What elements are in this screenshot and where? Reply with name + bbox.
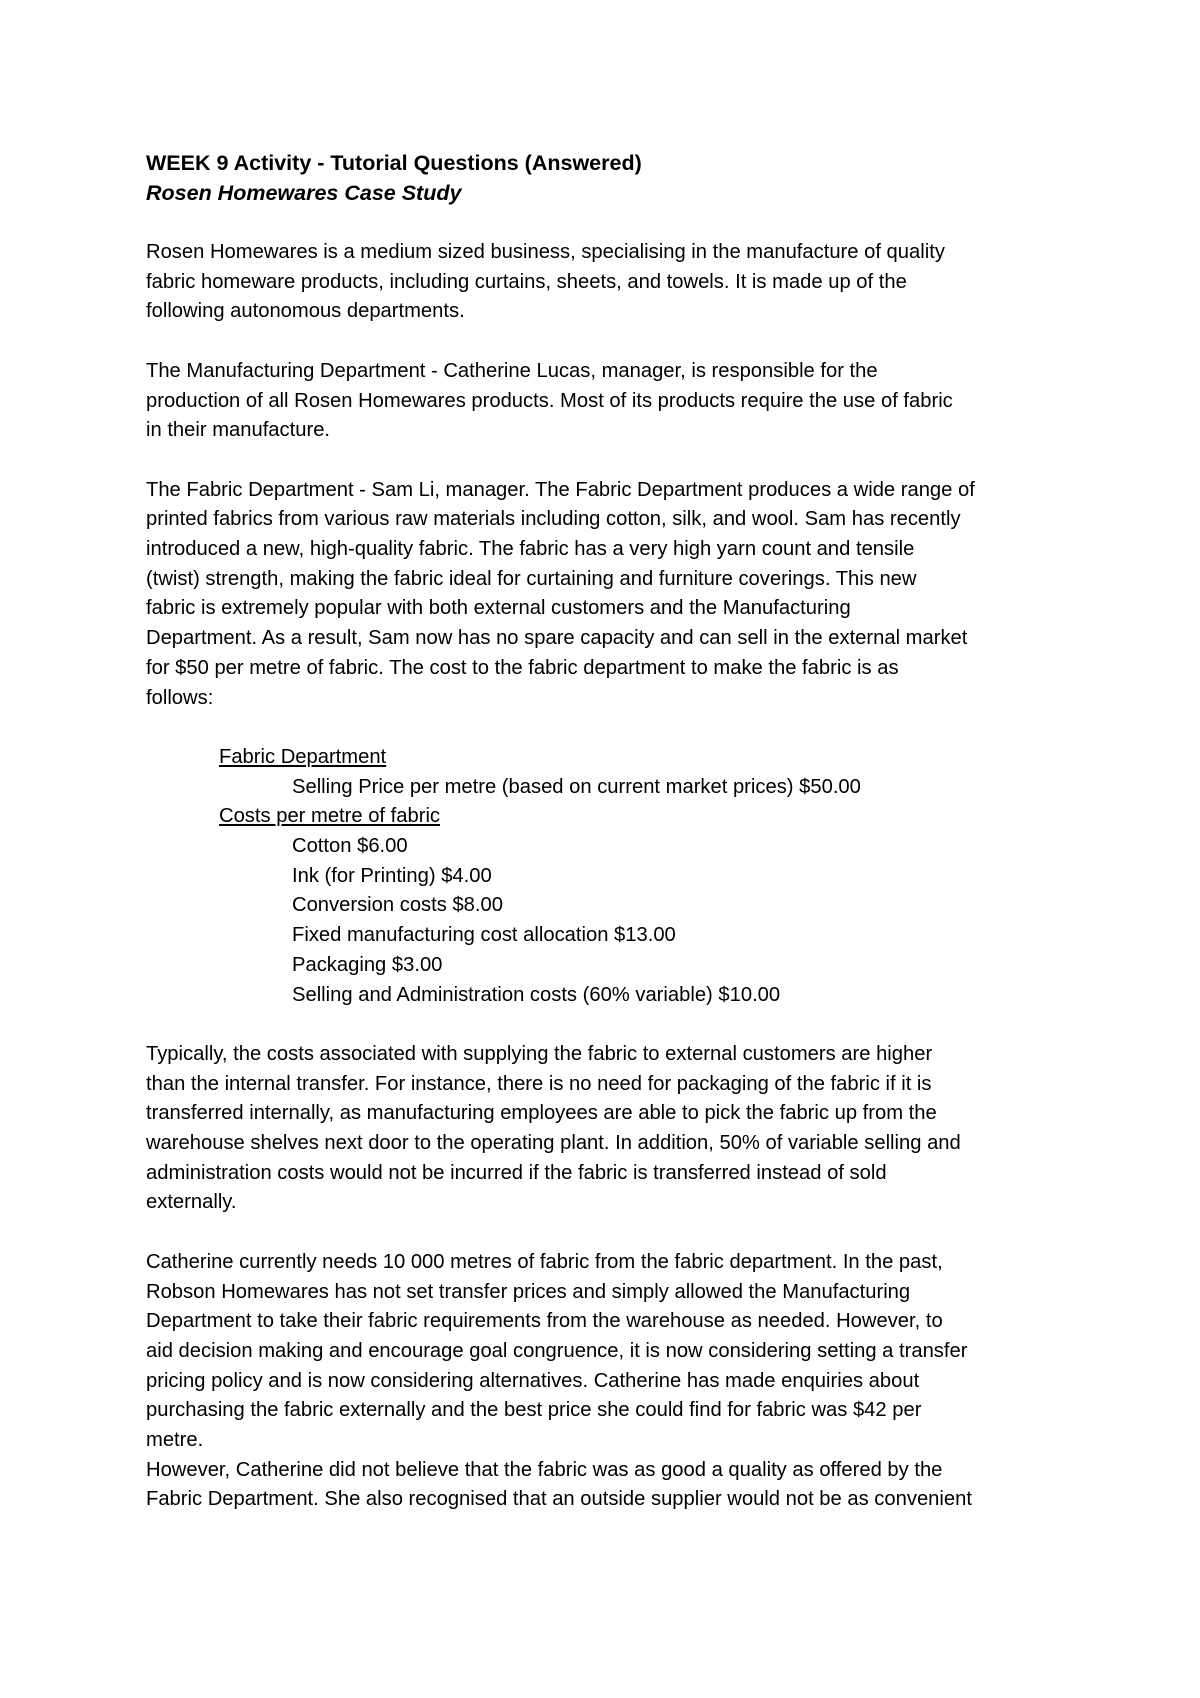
text-line: for $50 per metre of fabric. The cost to the fabric department to make the fabric is as [146, 656, 899, 679]
document-title: WEEK 9 Activity - Tutorial Questions (Answered) [146, 151, 642, 175]
text-line: follows: [146, 686, 214, 709]
cost-item: Ink (for Printing) $4.00 [292, 864, 492, 887]
text-line: The Manufacturing Department - Catherine Lucas, manager, is responsible for the [146, 359, 878, 382]
costs-per-metre-heading: Costs per metre of fabric [219, 805, 441, 828]
text-line: However, Catherine did not believe that the fabric was as good a quality as offered by the [146, 1458, 943, 1481]
however-paragraph [146, 1456, 1086, 1515]
text-line: than the internal transfer. For instance, there is no need for packaging of the fabric if it is [146, 1072, 932, 1095]
cost-table [146, 743, 1086, 1010]
text-line: in their manufacture. [146, 419, 331, 442]
text-line: introduced a new, high-quality fabric. The fabric has a very high yarn count and tensile [146, 538, 915, 560]
cost-item: Selling and Administration costs (60% variable) $10.00 [292, 983, 781, 1006]
fabric-department-heading: Fabric Department [219, 745, 387, 768]
typically-paragraph [146, 1040, 1086, 1218]
text-line: following autonomous departments. [146, 300, 465, 323]
text-line: aid decision making and encourage goal congruence, it is now considering setting a transfer [146, 1339, 968, 1362]
text-line: fabric is extremely popular with both external customers and the Manufacturing [146, 597, 851, 620]
cost-item: Fixed manufacturing cost allocation $13.00 [292, 924, 676, 947]
cost-item: Packaging $3.00 [292, 953, 443, 976]
text-line: metre. [146, 1429, 204, 1452]
text-line: Department to take their fabric requirements from the warehouse as needed. However, to [146, 1310, 943, 1333]
document-subtitle: Rosen Homewares Case Study [146, 181, 462, 205]
text-line: pricing policy and is now considering alternatives. Catherine has made enquiries about [146, 1369, 920, 1392]
text-line: Typically, the costs associated with supplying the fabric to external customers are higher [146, 1042, 933, 1065]
text-line: Department. As a result, Sam now has no spare capacity and can sell in the external market [146, 627, 968, 650]
text-line: printed fabrics from various raw materials including cotton, silk, and wool. Sam has recently [146, 508, 961, 531]
text-line: Fabric Department. She also recognised that an outside supplier would not be as convenient [146, 1488, 972, 1511]
cost-item: Conversion costs $8.00 [292, 894, 503, 917]
text-line: purchasing the fabric externally and the best price she could find for fabric was $42 per [146, 1399, 922, 1422]
fabric-paragraph [146, 476, 1086, 714]
text-line: transferred internally, as manufacturing employees are able to pick the fabric up from the [146, 1102, 937, 1125]
text-line: fabric homeware products, including curtains, sheets, and towels. It is made up of the [146, 270, 907, 293]
text-line: production of all Rosen Homewares products. Most of its products require the use of fabric [146, 389, 953, 412]
document-page [146, 148, 1086, 1515]
catherine-paragraph [146, 1248, 1086, 1456]
manufacturing-paragraph [146, 357, 1086, 446]
text-line: (twist) strength, making the fabric ideal for curtaining and furniture coverings. This new [146, 567, 917, 590]
text-line: The Fabric Department - Sam Li, manager. The Fabric Department produces a wide range of [146, 478, 975, 501]
text-line: Rosen Homewares is a medium sized business, specialising in the manufacture of quality [146, 241, 945, 263]
text-line: warehouse shelves next door to the operating plant. In addition, 50% of variable selling and [146, 1132, 961, 1155]
text-line: externally. [146, 1191, 237, 1214]
text-line: administration costs would not be incurred if the fabric is transferred instead of sold [146, 1161, 887, 1184]
cost-item: Cotton $6.00 [292, 835, 408, 858]
text-line: Robson Homewares has not set transfer prices and simply allowed the Manufacturing [146, 1280, 911, 1303]
intro-paragraph [146, 238, 1086, 327]
selling-price-line: Selling Price per metre (based on current market prices) $50.00 [292, 775, 861, 798]
text-line: Catherine currently needs 10 000 metres of fabric from the fabric department. In the past, [146, 1250, 943, 1273]
